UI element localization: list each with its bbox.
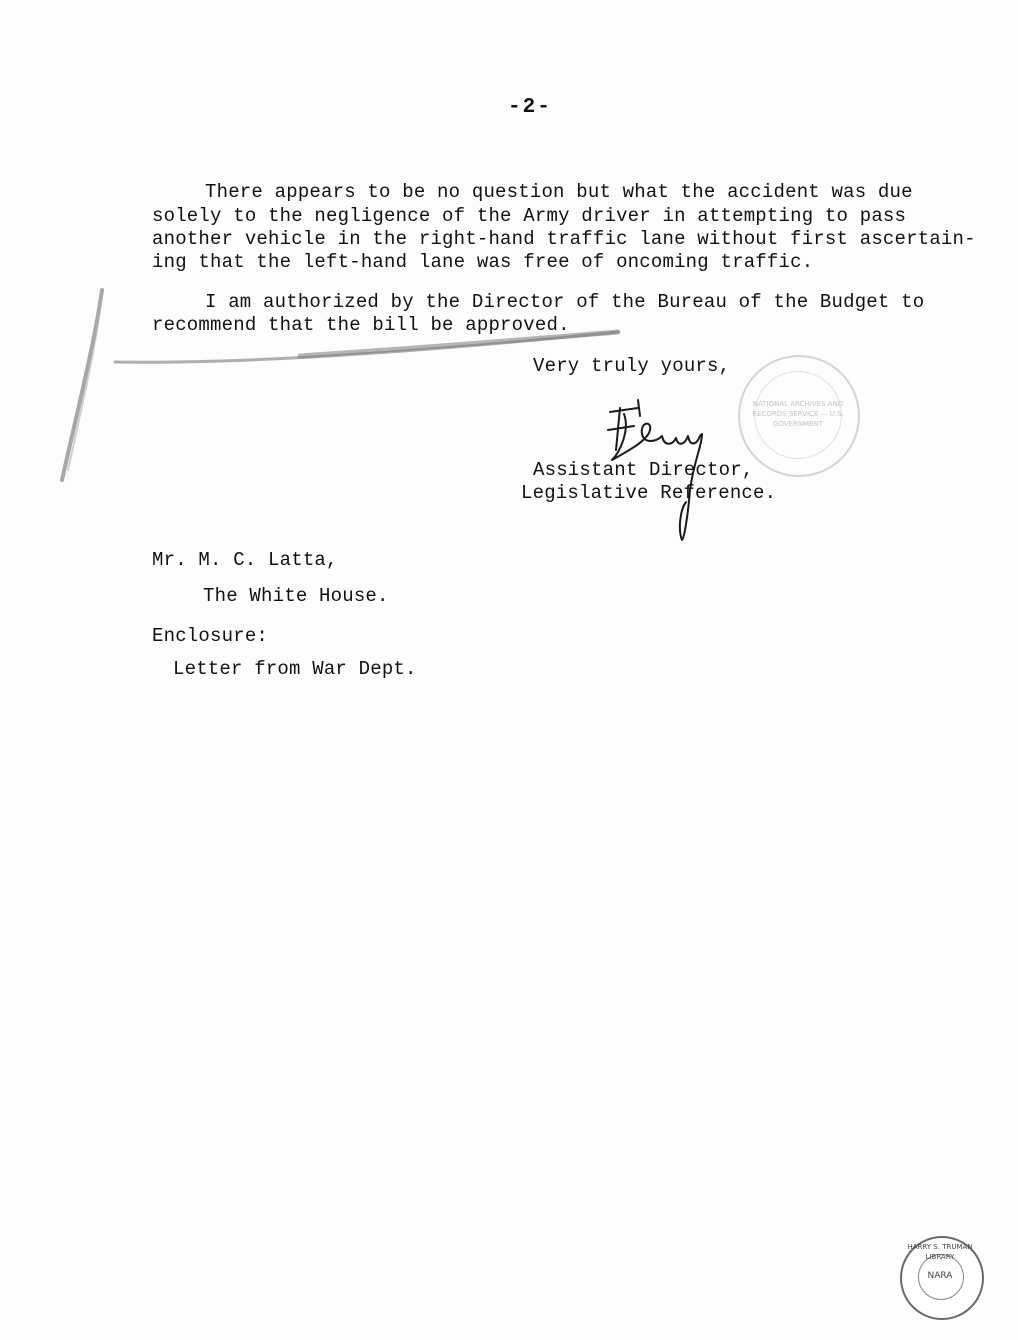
enclosure-item: Letter from War Dept. [173,658,417,680]
enclosure-label: Enclosure: [152,625,269,647]
addressee-org: The White House. [203,585,389,607]
library-seal-center-text: NARA [927,1271,953,1281]
paragraph-1-line-1: There appears to be no question but what the accident was due [205,181,913,203]
paragraph-1-line-4: ing that the left-hand lane was free of oncoming traffic. [152,251,814,273]
library-seal [900,1236,984,1320]
archive-stamp-text: NATIONAL ARCHIVES AND RECORDS SERVICE — U.S. GOVERNMENT [752,400,844,428]
closing-salutation: Very truly yours, [533,355,731,377]
archive-stamp [738,355,860,477]
signer-title-line-2: Legislative Reference. [521,482,777,504]
library-seal-ring-text: HARRY S. TRUMAN LIBRARY [907,1243,973,1261]
addressee-name: Mr. M. C. Latta, [152,549,338,571]
page-number: -2- [508,96,552,119]
paragraph-1-line-3: another vehicle in the right-hand traffic lane without first ascertain- [152,228,976,250]
signer-title-line-1: Assistant Director, [533,459,754,481]
paragraph-2-line-2: recommend that the bill be approved. [152,314,570,336]
paragraph-2-line-1: I am authorized by the Director of the Bureau of the Budget to [205,291,925,313]
paragraph-1-line-2: solely to the negligence of the Army driver in attempting to pass [152,205,907,227]
